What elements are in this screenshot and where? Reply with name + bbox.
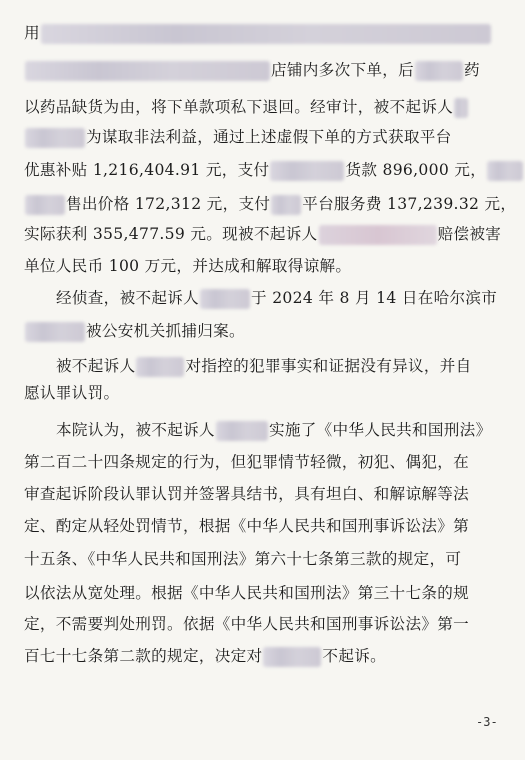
- line-text: 定，不需要判处刑罚。依据《中华人民共和国刑事诉讼法》第一: [24, 615, 470, 633]
- line-text: 赔偿被害: [437, 225, 502, 243]
- line-text: 用: [24, 24, 40, 42]
- line-text: 对指控的犯罪事实和证据没有异议，并自: [185, 357, 472, 375]
- text-line-16: [24, 513, 469, 539]
- text-line-6: [24, 191, 516, 217]
- redaction-block: [41, 24, 491, 44]
- line-text: 平台服务费 137,239.32 元，: [302, 195, 517, 213]
- line-text: 第二百二十四条规定的行为，但犯罪情节轻微，初犯、偶犯，在: [24, 453, 470, 471]
- text-line-1: [24, 20, 492, 46]
- redaction-block: [136, 357, 184, 377]
- text-line-10: [24, 318, 245, 344]
- line-text: 本院认为，被不起诉人: [56, 421, 215, 439]
- text-line-18: [24, 580, 469, 606]
- line-text: 十五条、《中华人民共和国刑法》第六十七条第三款的规定，可: [24, 550, 462, 568]
- text-line-13: [56, 417, 491, 443]
- redaction-block: [25, 128, 85, 148]
- text-line-2: [24, 57, 480, 83]
- redaction-block: [415, 61, 463, 81]
- line-text: 于 2024 年 8 月 14 日在哈尔滨市: [251, 289, 498, 307]
- redaction-block: [25, 195, 65, 215]
- text-line-20: [24, 643, 386, 669]
- redaction-block: [200, 289, 250, 309]
- text-line-5: [24, 157, 524, 183]
- line-text: 单位人民币 100 万元，并达成和解取得谅解。: [24, 257, 352, 275]
- text-line-9: [56, 285, 497, 311]
- text-line-17: [24, 546, 461, 572]
- line-text: 实际获利 355,477.59 元。现被不起诉人: [24, 225, 318, 243]
- line-text: 百七十七条第二款的规定，决定对: [24, 647, 263, 665]
- redaction-block: [319, 225, 437, 245]
- line-text: 店铺内多次下单，后: [271, 61, 415, 79]
- text-line-3: [24, 94, 469, 120]
- text-line-11: [56, 353, 472, 379]
- line-text: 审查起诉阶段认罪认罚并签署具结书，具有坦白、和解谅解等法: [24, 485, 470, 503]
- redaction-block: [487, 161, 523, 181]
- line-text: 不起诉。: [322, 647, 386, 665]
- line-text: 被不起诉人: [56, 357, 136, 375]
- line-text: 药: [464, 61, 480, 79]
- line-text: 定、酌定从轻处罚情节，根据《中华人民共和国刑事诉讼法》第: [24, 517, 470, 535]
- line-text: 以依法从宽处理。根据《中华人民共和国刑法》第三十七条的规: [24, 584, 470, 602]
- line-text: 优惠补贴 1,216,404.91 元，支付: [24, 161, 270, 179]
- redaction-block: [271, 195, 301, 215]
- line-text: 实施了《中华人民共和国刑法》: [268, 421, 492, 439]
- redaction-block: [216, 421, 268, 441]
- line-text: 以药品缺货为由，将下单款项私下退回。经审计，被不起诉人: [24, 98, 454, 116]
- text-line-4: [24, 124, 452, 150]
- redaction-block: [25, 322, 85, 342]
- redaction-block: [270, 161, 344, 181]
- line-text: 经侦查，被不起诉人: [56, 289, 200, 307]
- line-text: 为谋取非法利益，通过上述虚假下单的方式获取平台: [86, 128, 452, 146]
- text-line-19: [24, 611, 469, 637]
- text-line-15: [24, 481, 469, 507]
- page-number: -3-: [476, 715, 498, 729]
- line-text: 被公安机关抓捕归案。: [86, 322, 245, 340]
- text-line-7: [24, 221, 501, 247]
- text-line-14: [24, 449, 469, 475]
- line-text: 货款 896,000 元，: [345, 161, 487, 179]
- text-line-12: [24, 380, 119, 406]
- redaction-block: [263, 647, 321, 667]
- redaction-block: [25, 61, 270, 81]
- text-line-8: [24, 253, 351, 279]
- line-text: 愿认罪认罚。: [24, 384, 120, 402]
- line-text: 售出价格 172,312 元，支付: [66, 195, 271, 213]
- redaction-block: [454, 98, 468, 118]
